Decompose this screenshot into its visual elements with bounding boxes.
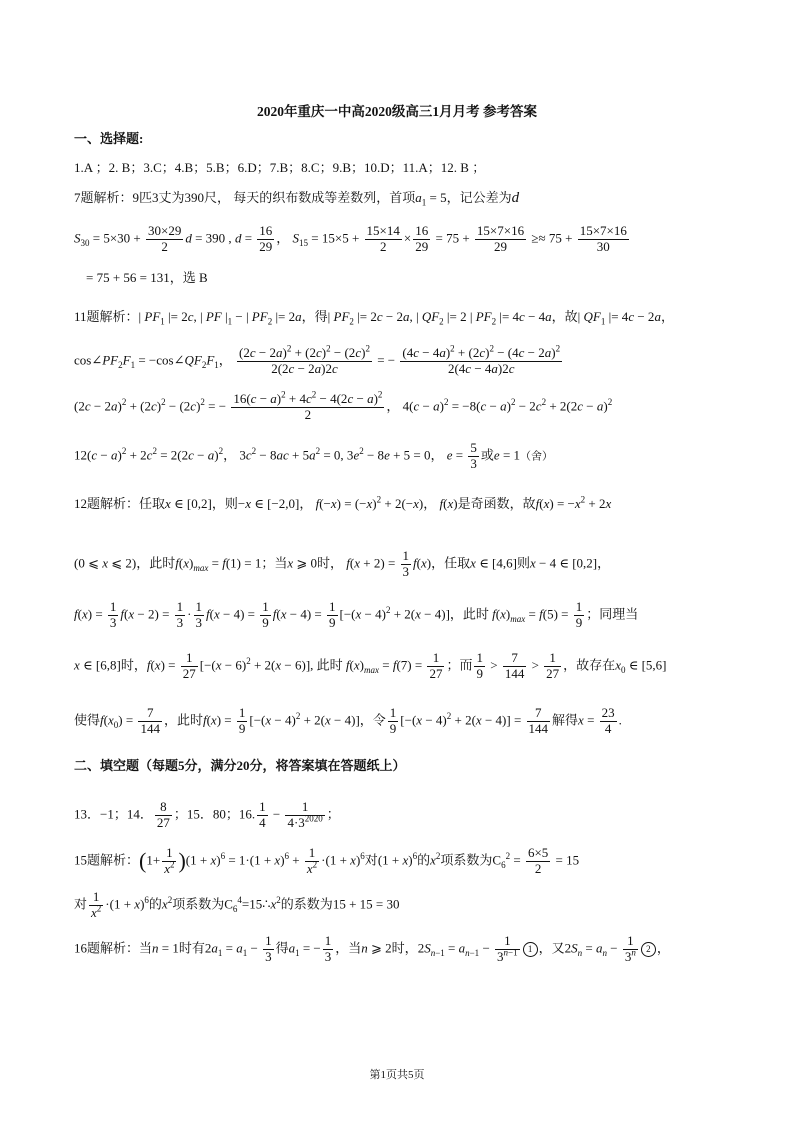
q7-mid: ，记公差为 [446,190,512,205]
q15-line2: 对 $\frac{1}{x^2}$ $\cdot(1 + x)^6$的$x^2$项系数为$C_6^4=15\therefore x^2$的系数为15 + 15 = 30 [74,889,400,920]
q11-line4: $12(c - a)^2 + 2c^2 = 2(2c - a)^2$， $3c^2 - 8ac + 5a^2 = 0$, $3e^2 - 8e + 5 = 0$， e = $\frac{5}{3}$ 或e = 1（舍） [74,440,554,471]
q7-label: 7题解析：9匹3丈为390尺， 每天的织布数成等差数列，首项 [74,190,416,205]
fill-answers: 13．−1；14． $\frac{8}{27}$ ；15．80；16. $\frac{1}{4}$ − $\frac{1}{4\cdot 3^{2020}}$ ； [74,799,340,830]
q11-line1: 11题解析：| $PF_1$ |= 2c, | PF $|_1$ − | $PF_2$ |= 2a，得| $PF_2$ |= 2c − 2a, | $QF_2$ |= 2 | $PF_2$ |= 4c − 4a，故| $QF_1$ |= 4c − 2a， [74,309,674,327]
q12-line2: (0 ⩽ x ⩽ 2)，此时$f(x)_{max} = f(1) = 1$；当x ⩾ 0时， f(x + 2) = $\frac{1}{3}$ f(x)，任取x ∈ [4,6]则x − 4 ∈ [0,2]， [74,548,611,579]
q12-line3: f(x) = $\frac{1}{3}$ f(x − 2) = $\frac{1}{3}$ · $\frac{1}{3}$ f(x − 4) = $\frac{1}{9}$ f(x − 4) = $\frac{1}{9}$ $[-(x - 4)^2 + 2(x - 4)]$，此时 $f(x)_{max} = f(5)$ = $\frac{1}{9}$ ；同理当 [74,599,639,630]
q16-line1: 16题解析：当n = 1时有$2a_1 = a_1$ − $\frac{1}{3}$ 得$a_1$ = − $\frac{1}{3}$ ，当n ⩾ 2时，$2S_{n-1} = a_{n-1}$ − $\frac{1}{3^{n-1}}$ 1 ，又$2S_n = a_n$ − $\frac{1}{3^n}$ 2 ， [74,933,670,964]
page-title: 2020年重庆一中高2020级高三1月月考 参考答案 [256,104,538,119]
fill-heading: 二、填空题（每题5分，满分20分，将答案填在答题纸上） [74,758,406,773]
circled-number-1: 1 [523,942,538,957]
q11-line2: $\cos\angle PF_2F_1$ = $-\cos\angle QF_2F_1$， $\frac{(2c - 2a)^2 + (2c)^2 - (2c)^2}{2(2c - 2a)2c}$ = − $\frac{(4c - 4a)^2 + (2c)^2 - (4c - 2a)^2}{2(4c - 4a)2c}$ [74,343,561,376]
choice-heading: 一、选择题: [74,131,144,146]
q15-label: 15题解析： [74,852,140,868]
q12-line4: x ∈ [6,8]时，f(x) = $\frac{1}{27}$ $[-(x - 6)^2 + 2(x - 6)]$, 此时 $f(x)_{max} = f(7)$ = $\frac{1}{27}$ ；而 $\frac{1}{9}$ > $\frac{7}{144}$ > $\frac{1}{27}$ ，故存在$x_0$ ∈ [5,6] [74,650,667,681]
q12-line5: 使得$f(x_0)$ = $\frac{7}{144}$ ，此时f(x) = $\frac{1}{9}$ $[-(x - 4)^2 + 2(x - 4)]$，令 $\frac{1}{9}$ $[-(x - 4)^2 + 2(x - 4)]$ = $\frac{7}{144}$ 解得x = $\frac{23}{4}$ . [74,705,622,736]
choice-answers: 1.A ；2. B；3.C；4.B；5.B；6.D；7.B；8.C；9.B；10.D；11.A；12. B ； [74,160,486,175]
q11-label: 11题解析： [74,309,139,324]
page-footer: 第1页共5页 [369,1069,425,1081]
q12-label: 12题解析：任取 [74,496,166,511]
q7-conclusion: ，选 B [169,270,208,285]
q7-line1: 7题解析：9匹3丈为390尺， 每天的织布数成等差数列，首项$a_1 = 5$，记公差为d [74,190,520,208]
q16-label: 16题解析：当 [74,940,153,956]
q7-line2: $S_{30} = 5\times 30$ + $\frac{30\times 29}{2}$ d = 390 , d = $\frac{16}{29}$ ， $S_{15} = 15\times 5$ + $\frac{15\times 14}{2}$ × $\frac{16}{29}$ = 75 + $\frac{15\times 7\times 16}{29}$ ≥≈ 75 + $\frac{15\times 7\times 16}{30}$ [74,223,627,254]
q11-line3: $(2c - 2a)^2 + (2c)^2 - (2c)^2$ = − $\frac{16(c - a)^2 + 4c^2 - 4(2c - a)^2}{2}$ ， $4(c - a)^2 = -8(c - a)^2 - 2c^2 + 2(2c - a)^2$ [74,389,613,422]
circled-number-2: 2 [641,942,656,957]
q15-line1: 15题解析：(1+ $\frac{1}{x^2}$ )$(1 + x)^6 = 1\cdot(1 + x)^6$ + $\frac{1}{x^2}$ $\cdot(1 + x)^6$对$(1 + x)^6$的$x^2$项系数为$C_6^2$ = $\frac{6\times 5}{2}$ = 15 [74,845,580,876]
q12-line1: 12题解析：任取x ∈ [0,2]，则−x ∈ [−2,0]， $f(-x) = (-x)^2 + 2(-x)$， f(x)是奇函数，故$f(x) = -x^2 + 2x$ [74,494,612,511]
q7-line3: = 75 + 56 = 131，选 B [86,270,208,285]
